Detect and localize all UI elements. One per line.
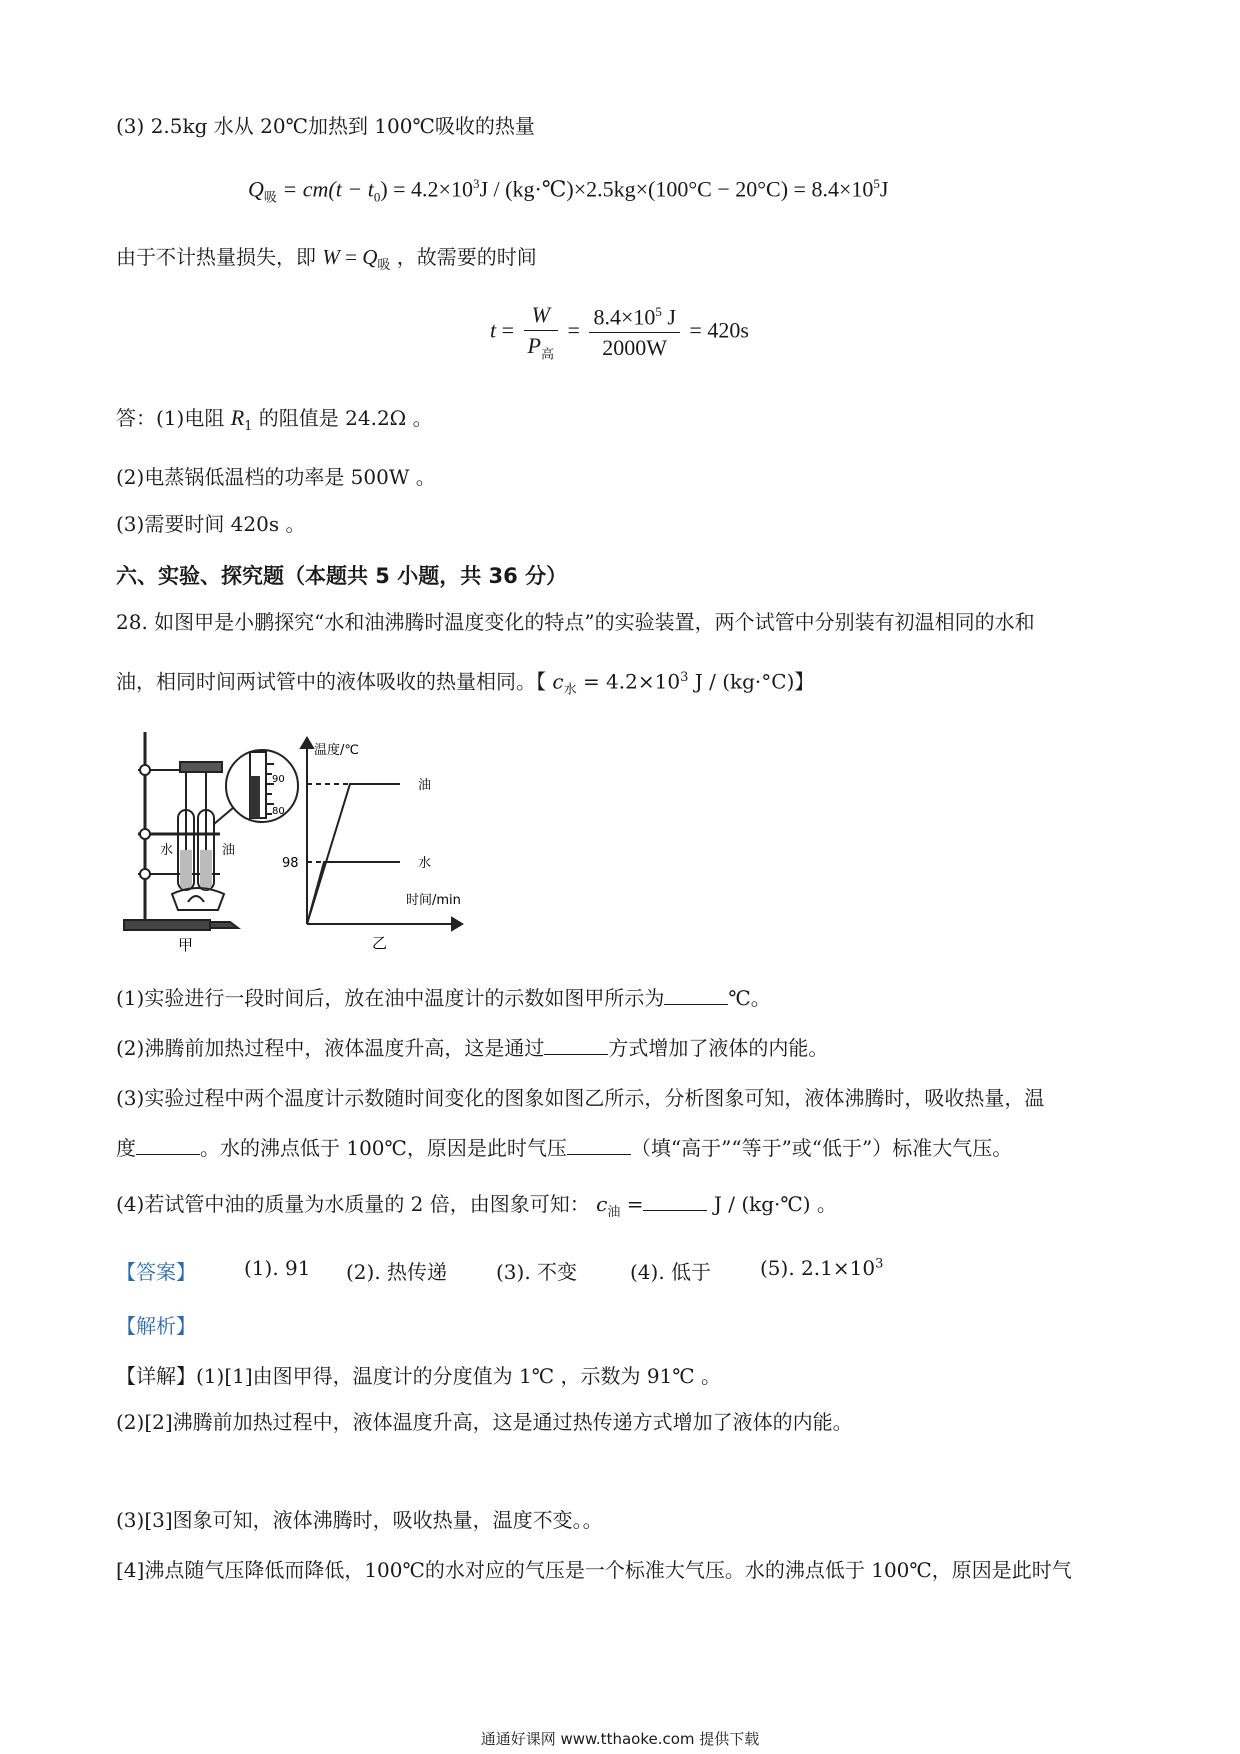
graph-ylabel: 温度/℃ [314, 743, 359, 758]
therm-label-90: 90 [272, 774, 285, 785]
q28-part4: (4)若试管中油的质量为水质量的 2 倍，由图象可知： $c_油 = J$ / (kg·℃) 。 [116, 1192, 837, 1220]
equation-heat-absorbed: $Q_吸 = cm(t - t_0) = 4.2\times 10^3J$ / (kg·℃)×2.5kg×(100°C − $20^\circ C) = 8.4\times 10^5J$ [248, 176, 889, 205]
page-footer: 通通好课网 www.tthaoke.com 提供下载 [480, 1730, 760, 1748]
q28-stem-line1: 28. 如图甲是小鹏探究“水和油沸腾时温度变化的特点”的实验装置，两个试管中分别装有初温相同的水和 [116, 610, 1035, 634]
analysis-tag: 【解析】 [116, 1314, 196, 1338]
experiment-figure [110, 724, 480, 964]
answer-blank[interactable] [544, 1036, 608, 1055]
analysis-line4: [4]沸点随气压降低而降低，100℃的水对应的气压是一个标准大气压。水的沸点低于 100℃，原因是此时气 [116, 1558, 1072, 1582]
figure-label-yi: 乙 [372, 934, 388, 952]
answer-blank[interactable] [136, 1136, 200, 1155]
answer-2: (2)电蒸锅低温档的功率是 500W 。 [116, 465, 436, 489]
answer-tag: 【答案】 [116, 1260, 196, 1284]
tube-label-water: 水 [160, 843, 174, 858]
analysis-line3: (3)[3]图象可知，液体沸腾时，吸收热量，温度不变。。 [116, 1508, 603, 1532]
q28-part3-line2: 度 。水的沸点低于 100℃，原因是此时气压 （填“高于”“等于”或“低于”）标准大气压。 [116, 1136, 1013, 1160]
answer-blank[interactable] [643, 1192, 707, 1211]
therm-label-80: 80 [272, 806, 285, 817]
q28-stem-line2: 油，相同时间两试管中的液体吸收的热量相同。【 $c_水 = 4.2\times 10^3$ J / (kg·°C)】 [116, 669, 815, 698]
apparatus-diagram [124, 732, 298, 930]
answer-item-5: (5). $2.1\times 10^3$ [760, 1256, 884, 1280]
answer-3: (3)需要时间 420s 。 [116, 512, 306, 536]
analysis-line1: 【详解】(1)[1]由图甲得，温度计的分度值为 1℃ ，示数为 91℃ 。 [116, 1364, 722, 1388]
equation-time: t = $\frac{W}{P_高}$ = $\frac{8.4\times 10^5 J}{2000W}$ = 420s [490, 302, 749, 362]
answer-item-1: (1). 91 [244, 1256, 311, 1280]
sol3-intro: (3) 2.5kg 水从 20℃加热到 100℃吸收的热量 [116, 114, 535, 138]
graph-label-water: 水 [418, 856, 432, 871]
figure-label-jia: 甲 [178, 936, 194, 954]
answer-blank[interactable] [664, 986, 728, 1005]
q28-part3-line1: (3)实验过程中两个温度计示数随时间变化的图象如图乙所示，分析图象可知，液体沸腾时，吸收热量，温 [116, 1086, 1045, 1110]
answer-item-2: (2). 热传递 [346, 1260, 448, 1284]
graph-label-oil: 油 [418, 778, 432, 793]
answer-item-4: (4). 低于 [630, 1260, 712, 1284]
graph-xlabel: 时间/min [406, 893, 461, 908]
answer-item-3: (3). 不变 [496, 1260, 578, 1284]
q28-part2: (2)沸腾前加热过程中，液体温度升高，这是通过 方式增加了液体的内能。 [116, 1036, 829, 1060]
answer-1: 答：(1)电阻 $R_1$ 的阻值是 24.2Ω 。 [116, 405, 433, 434]
sol3-line2: 由于不计热量损失，即 $W = Q_吸$ ，故需要的时间 [116, 245, 537, 273]
tube-label-oil: 油 [222, 843, 236, 858]
answer-blank[interactable] [567, 1136, 631, 1155]
graph-label-98: 98 [282, 856, 299, 871]
section-heading: 六、实验、探究题（本题共 5 小题，共 36 分） [116, 564, 568, 588]
analysis-line2: (2)[2]沸腾前加热过程中，液体温度升高，这是通过热传递方式增加了液体的内能。 [116, 1410, 853, 1434]
q28-part1: (1)实验进行一段时间后，放在油中温度计的示数如图甲所示为 ℃。 [116, 986, 771, 1010]
